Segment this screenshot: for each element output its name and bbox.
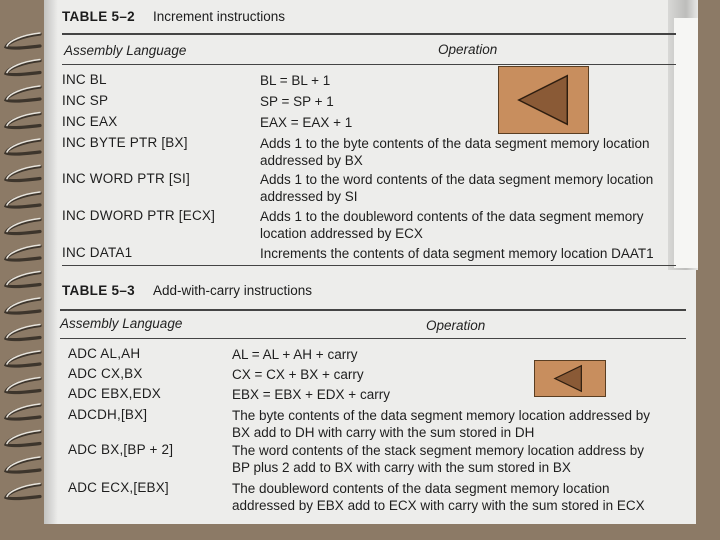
- instruction: INC SP: [62, 93, 109, 108]
- instruction: INC BYTE PTR [BX]: [62, 135, 188, 150]
- instruction: INC WORD PTR [SI]: [62, 171, 190, 186]
- header-rule: [60, 338, 686, 339]
- table-number: TABLE 5–2: [62, 9, 135, 24]
- table-title: [62, 9, 285, 24]
- table-caption: Increment instructions: [152, 9, 286, 24]
- column-header-assembly: Assembly Language: [64, 43, 187, 58]
- operation: CX = CX + BX + carry: [232, 367, 364, 382]
- operation: Increments the contents of data segment memory location DAAT1: [260, 246, 654, 261]
- instruction: INC BL: [62, 72, 107, 87]
- instruction: INC DWORD PTR [ECX]: [62, 208, 216, 223]
- table-number: TABLE 5–3: [62, 283, 135, 298]
- operation: AL = AL + AH + carry: [232, 347, 358, 362]
- add-with-carry-table: [54, 272, 686, 522]
- column-header-operation: Operation: [438, 42, 498, 57]
- table-title: [62, 283, 312, 298]
- spiral-binding: [0, 0, 46, 540]
- table-caption: Add-with-carry instructions: [152, 283, 313, 298]
- operation: BL = BL + 1: [260, 73, 331, 88]
- column-header-operation: Operation: [426, 318, 486, 333]
- operation: EBX = EBX + EDX + carry: [232, 387, 390, 402]
- back-button[interactable]: [498, 66, 589, 134]
- operation: Adds 1 to the doubleword contents of the data segment memory location addressed by ECX: [260, 209, 644, 241]
- triangle-left-icon: [499, 67, 588, 133]
- table-top-rule: [60, 309, 686, 311]
- operation: EAX = EAX + 1: [260, 115, 353, 130]
- instruction: ADCDH,[BX]: [68, 407, 148, 422]
- operation: Adds 1 to the word contents of the data segment memory location addressed by SI: [260, 172, 654, 204]
- instruction: ADC BX,[BP + 2]: [68, 442, 174, 457]
- table-top-rule: [62, 33, 676, 35]
- table-bottom-rule: [62, 265, 676, 266]
- operation: The word contents of the stack segment memory location address by BP plus 2 add to BX with carry with the sum stored in BX: [232, 443, 644, 475]
- header-rule: [62, 64, 676, 65]
- triangle-left-icon: [535, 361, 605, 396]
- operation: The byte contents of the data segment memory location addressed by BX add to DH with carry with the sum stored in DH: [232, 408, 650, 440]
- instruction: ADC CX,BX: [68, 366, 143, 381]
- instruction: ADC ECX,[EBX]: [68, 480, 169, 495]
- back-button-small[interactable]: [534, 360, 606, 397]
- instruction: ADC AL,AH: [68, 346, 141, 361]
- instruction: INC EAX: [62, 114, 118, 129]
- increment-instructions-table: [52, 0, 672, 268]
- column-header-assembly: Assembly Language: [60, 316, 183, 331]
- instruction: INC DATA1: [62, 245, 133, 260]
- operation: The doubleword contents of the data segment memory location addressed by EBX add to ECX with carry with the sum stored in ECX: [232, 481, 645, 513]
- instruction: ADC EBX,EDX: [68, 386, 161, 401]
- operation: SP = SP + 1: [260, 94, 334, 109]
- operation: Adds 1 to the byte contents of the data segment memory location addressed by BX: [260, 136, 650, 168]
